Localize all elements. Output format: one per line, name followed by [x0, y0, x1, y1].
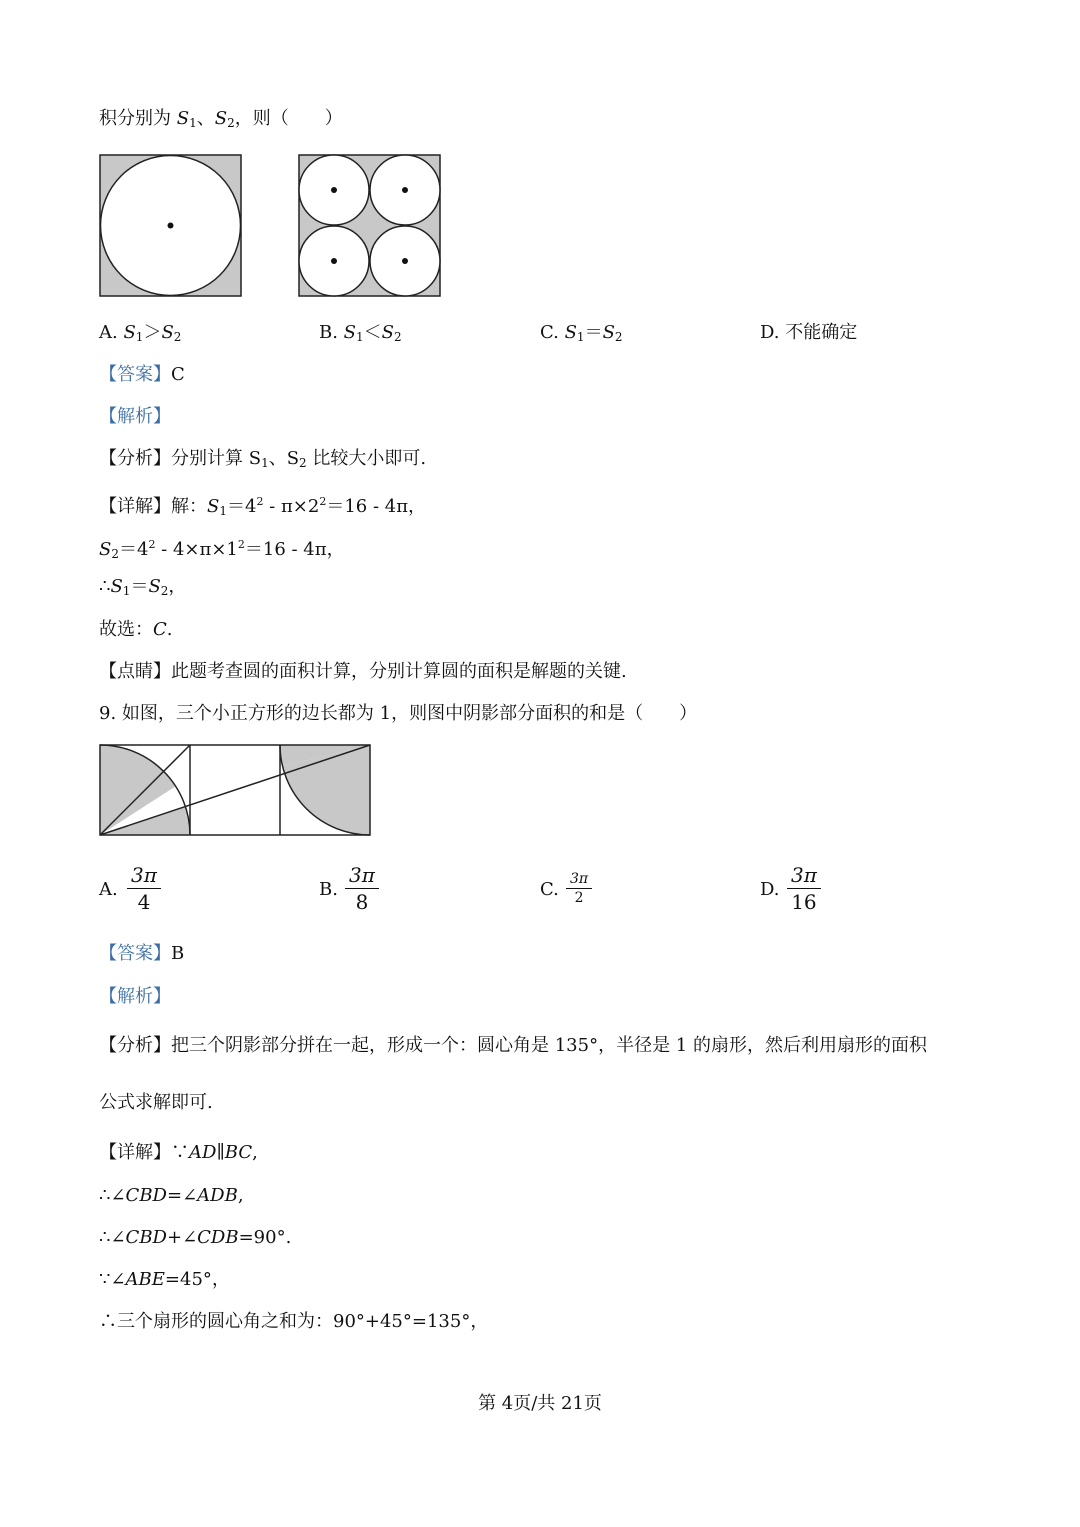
q9-figure: [99, 744, 373, 837]
q9-fenxi-2: 公式求解即可.: [99, 1092, 213, 1113]
q9-option-d-fraction: 3π 16: [787, 863, 821, 914]
q9-option-b-fraction: 3π 8: [345, 863, 379, 914]
q8-stem-tail: 积分别为 $S_1$、$S_2$，则（ ）: [99, 108, 343, 130]
q9-option-a-letter: A.: [99, 879, 118, 900]
q8-figure-four-circles: [298, 154, 441, 297]
q9-detail-4: ∵∠ABE=45°，: [99, 1269, 230, 1290]
q8-answer: 【答案】C: [99, 364, 185, 385]
q8-fenxi: 【分析】分别计算 $S_1$、$S_2$ 比较大小即可.: [99, 448, 427, 470]
q8-detail-3: $\therefore S_1=S_2$，: [99, 576, 187, 598]
page-footer: 第 4页/共 21页: [478, 1393, 602, 1414]
q8-detail-1: 【详解】解：$S_1=4^2 - \pi\times 2^2=16 - 4\pi$，: [99, 495, 427, 518]
q9-detail-2: ∴∠CBD=∠ADB,: [99, 1185, 244, 1206]
q8-detail-4: 故选：C.: [99, 619, 173, 640]
q9-detail-3: ∴∠CBD+∠CDB=90°.: [99, 1227, 292, 1248]
q9-detail-5: ∴三个扇形的圆心角之和为：90°+45°=135°，: [99, 1311, 489, 1332]
q9-option-d-letter: D.: [760, 879, 780, 900]
q9-fenxi-1: 【分析】把三个阴影部分拼在一起，形成一个：圆心角是 135°，半径是 1 的扇形，然后利用扇形的面积: [99, 1035, 927, 1056]
q9-analysis-heading: 【解析】: [99, 986, 171, 1007]
q9-option-b-letter: B.: [319, 879, 338, 900]
q9-stem: 9. 如图，三个小正方形的边长都为 1，则图中阴影部分面积的和是（ ）: [99, 703, 698, 724]
q8-option-a: A. $S_1>S_2$: [99, 322, 182, 344]
q9-detail-1: 【详解】∵AD∥BC,: [99, 1142, 258, 1163]
q8-option-b: B. $S_1<S_2$: [319, 322, 402, 344]
q8-option-c: C. $S_1=S_2$: [540, 322, 623, 344]
q8-detail-2: $S_2=4^2 - 4\times\pi\times 1^2=16 - 4\pi$，: [99, 538, 345, 561]
q8-analysis-heading: 【解析】: [99, 406, 171, 427]
q9-option-c-letter: C.: [540, 879, 559, 900]
q9-option-a-fraction: 3π 4: [127, 863, 161, 914]
q9-option-c-fraction: 3π 2: [566, 871, 592, 906]
q8-figure-one-circle: [99, 154, 242, 297]
q8-dianjing: 【点睛】此题考查圆的面积计算，分别计算圆的面积是解题的关键.: [99, 661, 627, 682]
q8-option-d: D. 不能确定: [760, 322, 858, 343]
q9-answer: 【答案】B: [99, 943, 185, 964]
